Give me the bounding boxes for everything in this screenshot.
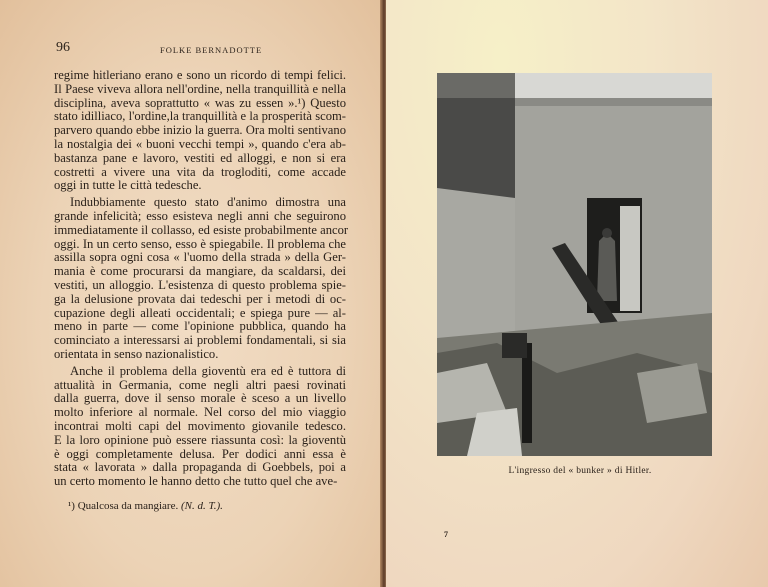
text-line: dalla guerra, dove il senso morale è sceso a un livello (54, 391, 346, 406)
text-line: assilla sopra ogni cosa « l'uomo della strada » della Ger- (54, 250, 346, 265)
text-line: un certo momento le hanno detto che tutto quel che ave- (54, 474, 338, 489)
text-line: Indubbiamente questo stato d'animo dimostra una (70, 195, 346, 210)
paragraph (54, 69, 346, 193)
bunker-photo (437, 73, 712, 456)
text-line: orientata in senso nazionalistico. (54, 346, 219, 361)
text-line: è oggi completamente delusa. Per dodici anni essa è (54, 446, 346, 461)
text-line: Anche il problema della gioventù era ed è tuttora di (70, 363, 346, 378)
paragraph (54, 365, 346, 489)
left-page (0, 0, 383, 587)
text-line: oggi. In un certo senso, esso è spiegabile. Il problema che (54, 236, 346, 251)
text-line: la nostalgia dei « buoni vecchi tempi », quando c'era ab- (54, 136, 346, 151)
text-line: stato idilliaco, l'ordine,la tranquillità e la prosperità scom- (54, 109, 346, 124)
text-line: vestiti, un alloggio. L'esistenza di questo problema spie- (54, 277, 346, 292)
text-line: costretti a vivere una vita da trogloditi, come accade (54, 164, 346, 179)
text-line: disciplina, aveva soprattutto « was zu essen ».¹) Questo (54, 95, 346, 110)
text-line: incontrai molti capi del movimento giovanile tedesco. (54, 418, 346, 433)
text-line: molto inferiore al normale. Nel corso del mio viaggio (54, 405, 346, 420)
photo-caption: L'ingresso del « bunker » di Hitler. (508, 466, 652, 476)
text-line: cominciato a interessarsi ai problemi fondamentali, si sia (54, 333, 346, 348)
text-line: oggi in tutte le città tedesche. (54, 178, 202, 193)
text-line: parvero quando ebbe inizio la guerra. Ora molti sentivano (54, 123, 346, 138)
paragraph (54, 195, 349, 362)
text-line: E la loro opinione può essere riassunta così: la gioventù (54, 432, 346, 447)
text-line: regime hitleriano erano e sono un ricordo di tempi felici. (54, 68, 346, 82)
text-line: Il Paese viveva allora nell'ordine, nella tranquillità e nella (54, 81, 346, 96)
running-head: FOLKE BERNADOTTE (160, 45, 263, 55)
text-line: bastanza pane e lavoro, vestiti ed alloggi, e non si era (54, 150, 346, 165)
plate-number: 7 (444, 530, 448, 539)
footnote-text: Qualcosa da mangiare. (77, 500, 179, 512)
text-line: meno in parte — come l'opinione pubblica, quando ha (54, 319, 346, 334)
page-number: 96 (56, 40, 70, 55)
footnote (68, 500, 223, 513)
text-line: mania è come procurarsi da mangiare, da scaldarsi, dei (54, 264, 346, 279)
footnote-marker: ¹) (68, 500, 75, 512)
text-line: cupazione degli alleati occidentali; e spiega pure — al- (54, 305, 346, 320)
text-line: grande infelicità; esso esisteva negli anni che seguirono (54, 208, 346, 223)
text-line: ga la delusione provata dai tedeschi per i metodi di oc- (54, 291, 346, 306)
text-line: immediatamente il collasso, ed esiste probabilmente ancor (54, 222, 349, 237)
text-line: stata « lavorata » dalla propaganda di Goebbels, poi a (54, 460, 346, 475)
text-line: attualità in Germania, come negli altri paesi rovinati (54, 377, 346, 392)
body-text (54, 68, 349, 489)
footnote-note: (N. d. T.). (180, 500, 223, 512)
